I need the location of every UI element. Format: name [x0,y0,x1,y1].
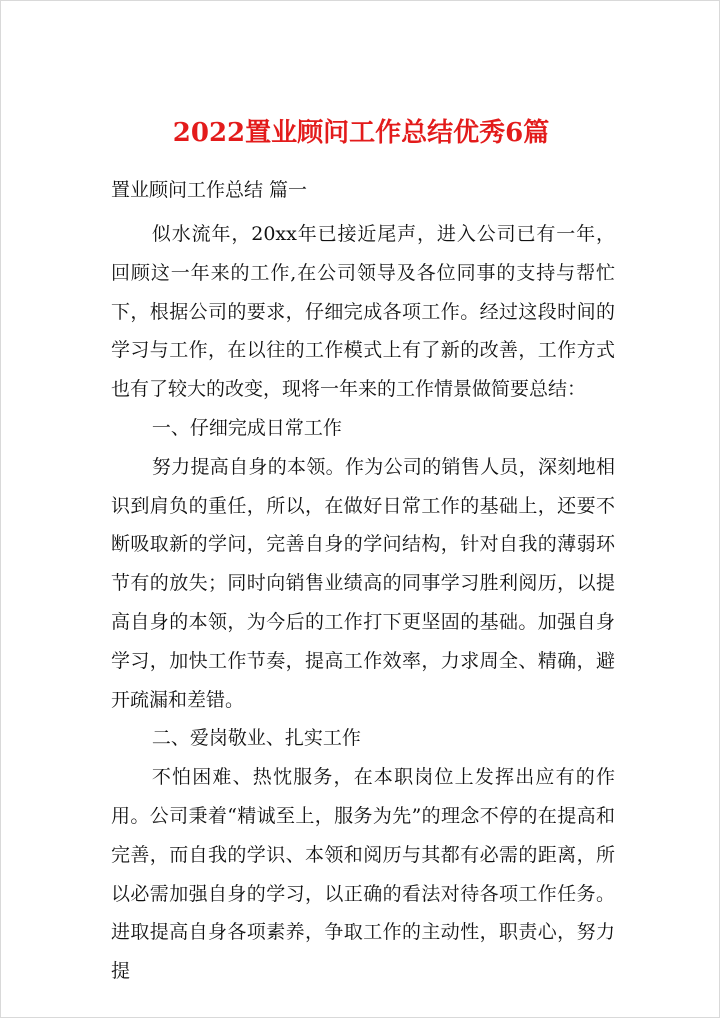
section-heading-2: 二、爱岗敬业、扎实工作 [151,727,361,750]
document-title: 2022置业顾问工作总结优秀6篇 [172,118,550,148]
document-body [111,215,615,991]
section-heading: 置业顾问工作总结 篇一 [111,179,308,201]
section-2-paragraph: 不怕困难、热忱服务，在本职岗位上发挥出应有的作用。公司秉着“精诚至上，服务为先”的理念不停的在提高和完善，而自我的学识、本领和阅历与其都有必需的距离，所以必需加强自身的学习，以正确的看法对待各项工作任务。进取提高自身各项素养，争取工作的主动性，职责心，努力提 [111,766,615,983]
section-1-paragraph: 努力提高自身的本领。作为公司的销售人员，深刻地相识到肩负的重任，所以，在做好日常工作的基础上，还要不断吸取新的学问，完善自身的学问结构，针对自我的薄弱环节有的放失；同时向销售业绩高的同事学习胜利阅历，以提高自身的本领，为今后的工作打下更坚固的基础。加强自身学习，加快工作节奏，提高工作效率，力求周全、精确，避开疏漏和差错。 [111,455,615,711]
section-heading-1: 一、仔细完成日常工作 [151,416,342,439]
intro-paragraph: 似水流年，20xx年已接近尾声，进入公司已有一年，回顾这一年来的工作,在公司领导及各位同事的支持与帮忙下，根据公司的要求，仔细完成各项工作。经过这段时间的学习与工作，在以往的工作模式上有了新的改善，工作方式也有了较大的改变，现将一年来的工作情景做简要总结： [111,223,615,401]
